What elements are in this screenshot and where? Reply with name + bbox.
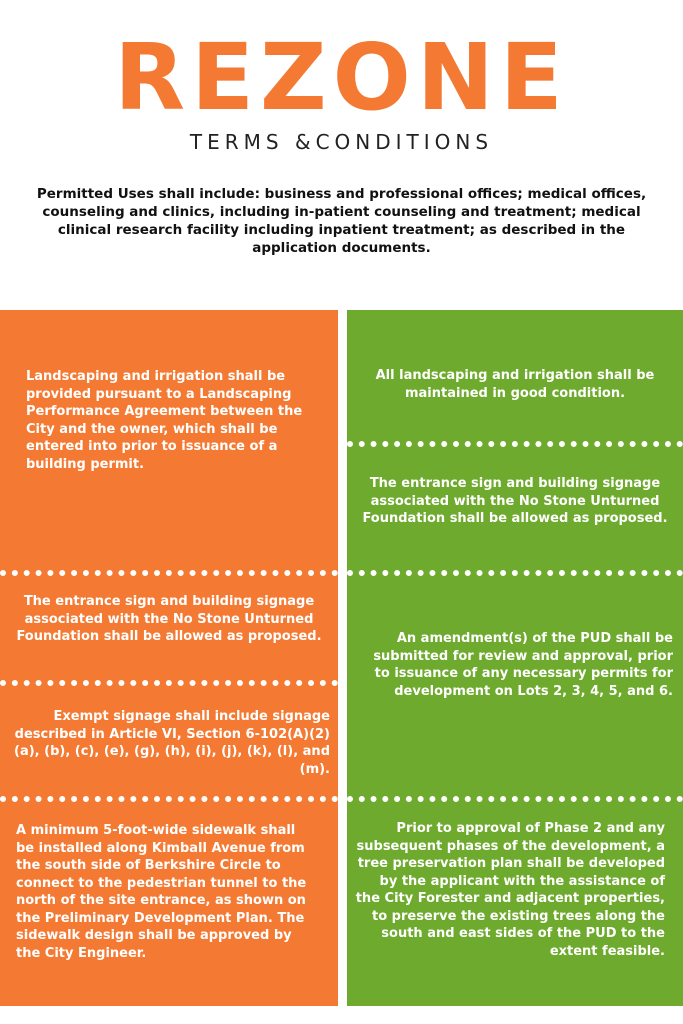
page-subtitle: TERMS &CONDITIONS — [189, 130, 494, 154]
signage-condition-left: The entrance sign and building signage associated with the No Stone Unturned Foundation shall be allowed as proposed. — [16, 594, 322, 644]
sidewalk-condition: A minimum 5-foot-wide sidewalk shall be installed along Kimball Avenue from the south side of Berkshire Circle to connect to the pedestrian tunnel to the north of the site entrance, as shown on the Preliminary Development Plan. The sidewalk design shall be approved by the City Engineer. — [16, 823, 307, 961]
tree-preservation-condition: Prior to approval of Phase 2 and any subsequent phases of the development, a tree preservation plan shall be developed by the applicant with the assistance of the City Forester and adjacent properties, to preserve the existing trees along the south and east sides of the PUD to the extent feasible. — [355, 821, 665, 959]
divider — [347, 796, 683, 802]
divider — [0, 796, 338, 802]
divider — [0, 570, 338, 576]
landscaping-condition: Landscaping and irrigation shall be provided pursuant to a Landscaping Performance Agreement between the City and the owner, which shall be entered into prior to issuance of a building permit. — [26, 369, 303, 472]
header — [0, 0, 683, 310]
bottom-margin — [0, 1006, 683, 1024]
divider — [347, 441, 683, 447]
permitted-uses-text: Permitted Uses shall include: business and professional offices; medical offices, counseling and clinics, including in-patient counseling and treatment; medical clinical research facility including inpatient treatment; as described in the application documents. — [36, 186, 647, 256]
landscaping-maintenance-condition: All landscaping and irrigation shall be maintained in good condition. — [375, 368, 655, 401]
page-title: REZONE — [114, 24, 569, 131]
divider — [347, 570, 683, 576]
right-column — [347, 310, 683, 1006]
exempt-signage-condition: Exempt signage shall include signage described in Article VI, Section 6-102(A)(2)(a), (b), (c), (e), (g), (h), (i), (j), (k), (l), and (m). — [14, 709, 330, 777]
signage-condition-right: The entrance sign and building signage associated with the No Stone Unturned Foundation shall be allowed as proposed. — [362, 476, 668, 526]
pud-amendment-condition: An amendment(s) of the PUD shall be submitted for review and approval, prior to issuance of any necessary permits for development on Lots 2, 3, 4, 5, and 6. — [373, 631, 673, 699]
left-column — [0, 310, 338, 1006]
divider — [0, 680, 338, 686]
